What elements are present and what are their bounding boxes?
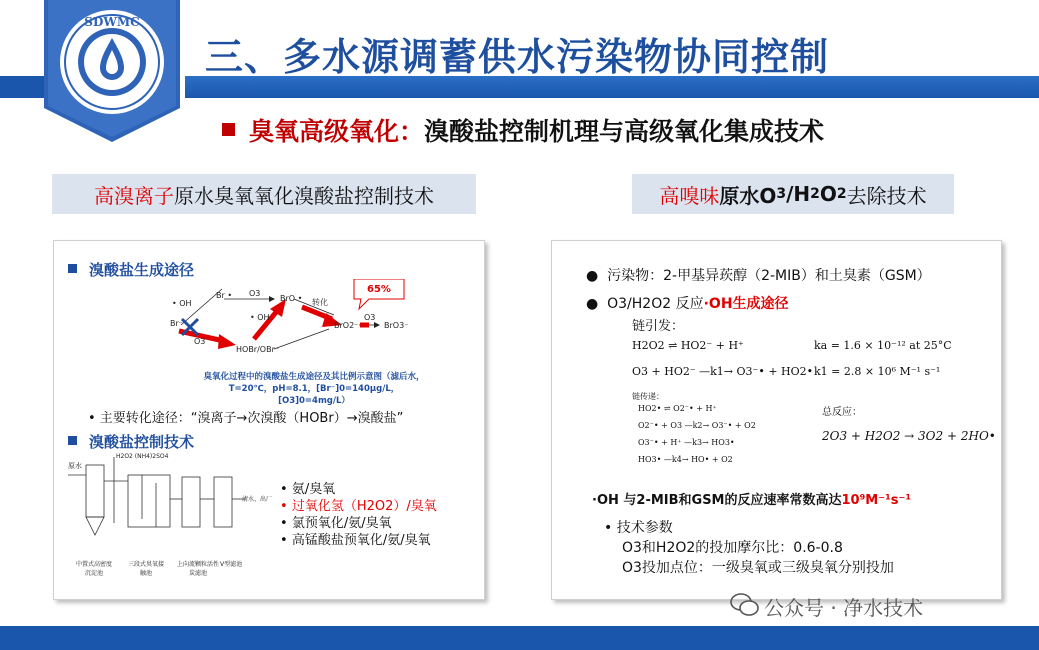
params-heading: • 技术参数 [604, 520, 673, 536]
pathway-percent: 65% [367, 284, 391, 295]
process-out: 清水、出厂 [242, 496, 273, 503]
option-item: • 氯预氧化/氨/臭氧 [280, 516, 392, 531]
left-label [52, 174, 476, 214]
equation-4: O2⁻• + O3 —k2→ O3⁻• + O2 [638, 421, 756, 430]
process-raw: 原水 [68, 462, 82, 470]
option-text: 氨/臭氧 [291, 482, 336, 497]
process-flow-diagram [66, 453, 276, 573]
right-label-sub2a: 2 [810, 186, 820, 202]
subheading-black: 溴酸盐控制机理与高级氧化集成技术 [424, 117, 825, 146]
total-reaction-eq: 2O3 + H2O2 → 3O2 + 2HO• [822, 429, 996, 443]
wechat-icon [730, 592, 760, 618]
pathway-o3-c: O3 [364, 313, 376, 322]
pathway-oh2: • OH [250, 313, 270, 322]
pollutants-text: 污染物：2-甲基异莰醇（2-MIB）和土臭素（GSM） [607, 268, 931, 284]
pathway-conv: 转化 [312, 298, 328, 307]
left-label-red: 高溴离子 [94, 183, 174, 208]
pathway-br-radical: Br • [216, 291, 233, 300]
pathway-hobr: HOBr/OBr⁻ [236, 345, 280, 354]
heading2-text: 溴酸盐控制技术 [89, 433, 195, 451]
rate-text: ·OH 与2-MIB和GSM的反应速率常数高达 [592, 493, 842, 508]
pathway-caption: 臭氧化过程中的溴酸盐生成途径及其比例示意图（滤后水，T=20℃，pH=8.1，[Br⁻]0=140μg/L，[O3]0=4mg/L） [203, 372, 425, 406]
option-text: 过氧化氢（H2O2）/臭氧 [291, 499, 437, 514]
option-item: • 高锰酸盐预氧化/氨/臭氧 [280, 533, 431, 548]
pollutants-line: ● 污染物：2-甲基异莰醇（2-MIB）和土臭素（GSM） [586, 268, 931, 284]
equation-3: HO2• ⇌ O2⁻• + H⁺ [638, 404, 717, 413]
chain-prop-label: 链传递： [632, 392, 664, 401]
pathway-bro3: BrO3⁻ [384, 321, 409, 330]
param-ratio: O3和H2O2的投加摩尔比：0.6-0.8 [622, 540, 843, 556]
option-item: • 氨/臭氧 [280, 482, 336, 497]
pathway-bro: BrO • [280, 294, 303, 303]
option-item: • 过氧化氢（H2O2）/臭氧 [280, 499, 437, 514]
param-dosing-point: O3投加点位：一级臭氧或三级臭氧分别投加 [622, 560, 894, 576]
equation-6: HO3• —k4→ HO• + O2 [638, 455, 733, 464]
red-square-bullet [222, 123, 235, 136]
process-unit3: 上向流颗粒活性炭滤池 [176, 561, 219, 577]
blue-square-bullet [68, 264, 77, 273]
pathway-o3-a: O3 [249, 289, 261, 298]
right-label-sub3: 3 [776, 186, 787, 202]
option-text: 氯预氧化/氨/臭氧 [291, 516, 392, 531]
right-label-slash: /H [786, 182, 811, 206]
right-label-rest2: 去除技术 [846, 183, 927, 208]
blue-square-bullet-2 [68, 436, 77, 445]
process-h2o2: H2O2 (NH4)2SO4 [116, 453, 169, 460]
rate-value: 10⁹M⁻¹s⁻¹ [841, 493, 912, 508]
page-title: 三、多水源调蓄供水污染物协同控制 [205, 35, 830, 79]
subheading-red: 臭氧高级氧化： [249, 117, 425, 146]
section-subheading [222, 112, 824, 148]
pathway-o3-b: O3 [194, 337, 206, 346]
pathway-br: Br⁻ [170, 319, 183, 328]
reaction-red-text: ·OH生成途径 [703, 296, 789, 312]
equation-5: O3⁻• + H⁺ —k3→ HO3• [638, 438, 735, 447]
watermark-text: 公众号 · 净水技术 [764, 596, 924, 620]
equation-1-k: ka = 1.6 × 10⁻¹² at 25°C [814, 339, 952, 352]
right-panel [551, 240, 1002, 600]
right-label-sub2b: 2 [836, 186, 847, 202]
equation-2-k: k1 = 2.8 × 10⁶ M⁻¹ s⁻¹ [814, 365, 941, 378]
logo-text: SDWMC [84, 15, 140, 29]
pathway-oh1: • OH [172, 299, 192, 308]
control-options-list [280, 481, 437, 549]
right-label-red: 高嗅味 [659, 183, 720, 208]
process-unit2: 三段式臭氧接触池 [127, 561, 164, 577]
rate-line [592, 489, 911, 508]
footer-bar [0, 626, 1039, 650]
chain-init-label: 链引发： [632, 319, 685, 334]
bromate-formation-heading [68, 259, 194, 280]
left-panel [53, 240, 485, 600]
heading1-text: 溴酸盐生成途径 [89, 261, 195, 279]
bromate-control-heading [68, 431, 194, 452]
total-reaction-label: 总反应： [822, 407, 862, 418]
right-label-o: O [819, 182, 837, 206]
equation-2: O3 + HO2⁻ —k1→ O3⁻• + HO2• [632, 365, 814, 378]
right-label [632, 174, 954, 214]
equation-1: H2O2 ⇌ HO2⁻ + H⁺ [632, 339, 744, 352]
option-text: 高锰酸盐预氧化/氨/臭氧 [291, 533, 431, 548]
reaction-line: ● O3/H2O2 反应·OH生成途径 [586, 296, 789, 312]
reaction-pre-text: O3/H2O2 反应 [607, 296, 704, 312]
left-label-rest: 原水臭氧氧化溴酸盐控制技术 [174, 183, 434, 208]
process-unit1: 中置式高密度沉淀池 [75, 561, 112, 577]
right-label-rest1: 原水O [719, 183, 777, 208]
sdwmc-logo [38, 0, 186, 144]
pathway-bro2: BrO2⁻ [334, 321, 359, 330]
main-path-text: • 主要转化途径：“溴离子→次溴酸（HOBr）→溴酸盐” [88, 411, 404, 426]
process-unit4: V型滤池 [220, 561, 243, 568]
